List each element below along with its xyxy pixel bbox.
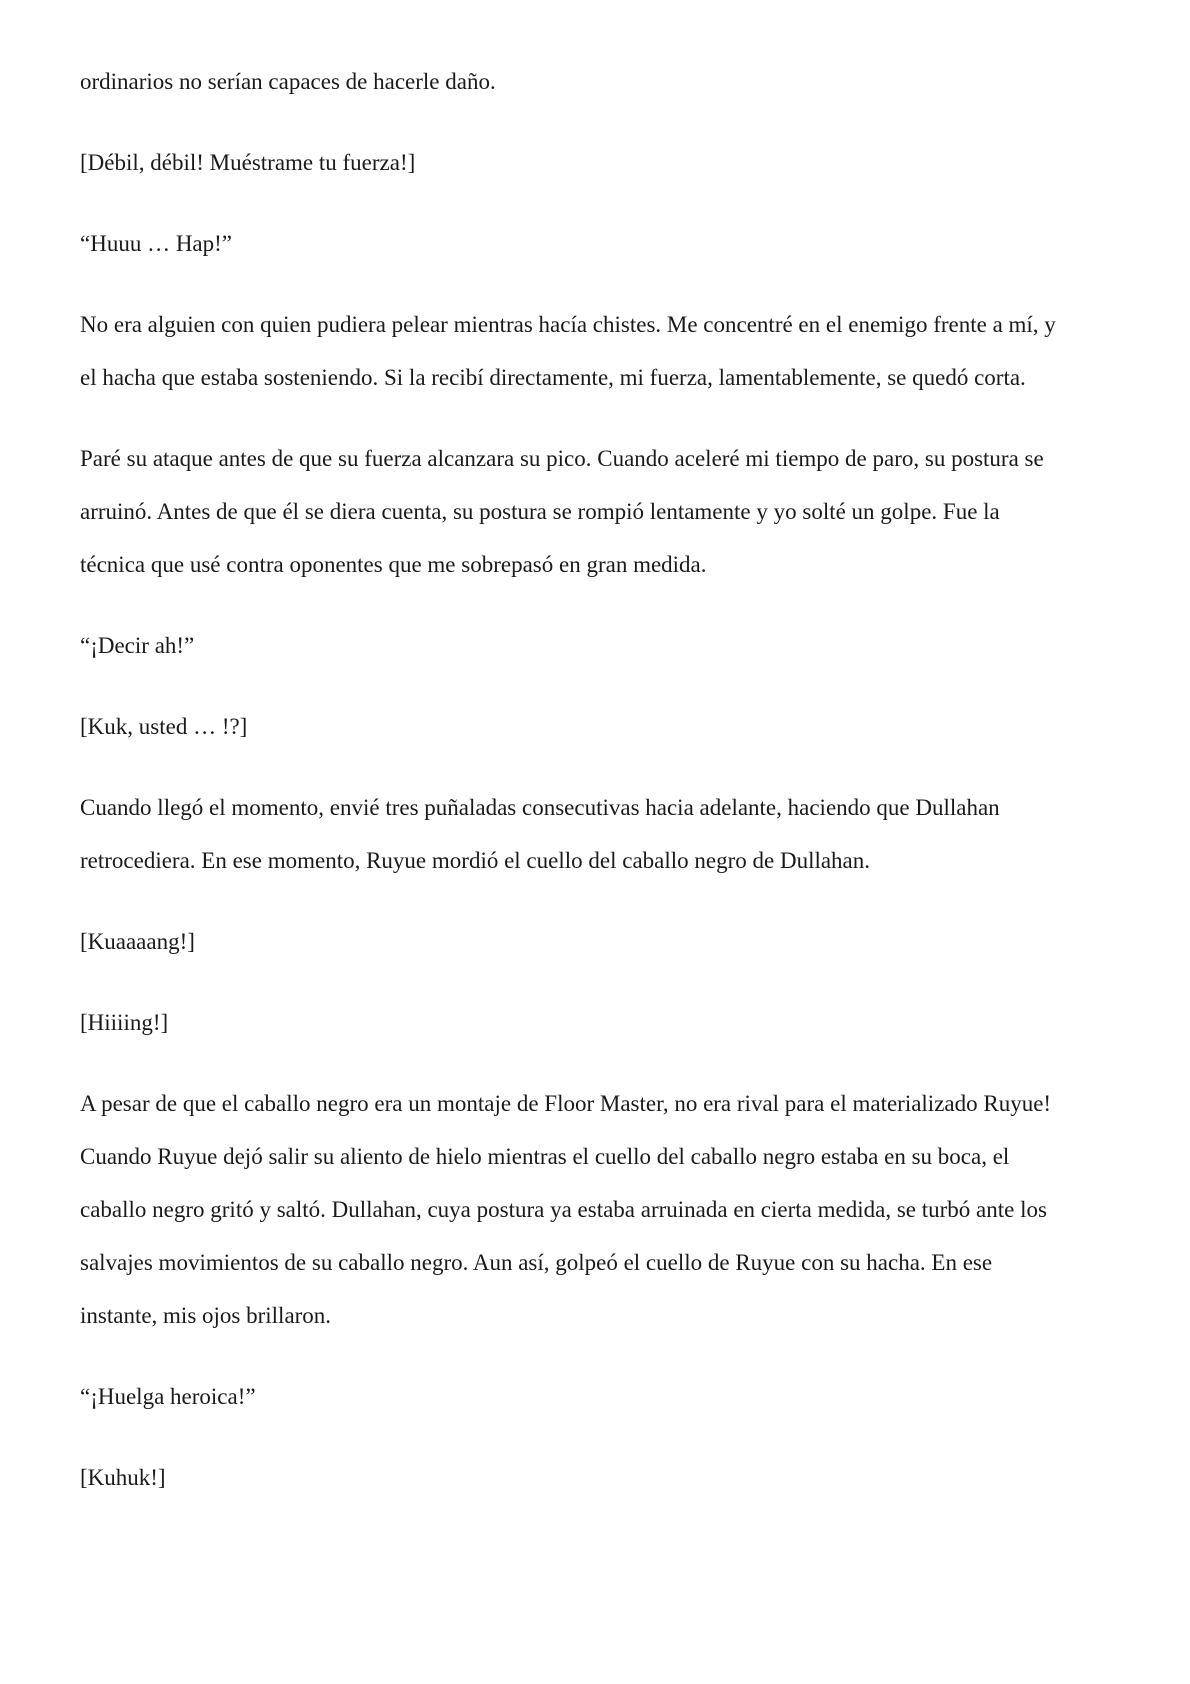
text-line: “Huuu … Hap!” <box>80 231 233 256</box>
text-line: Cuando Ruyue dejó salir su aliento de hielo mientras el cuello del caballo negro estaba en su boca, el <box>80 1144 1010 1169</box>
text-line: [Kuhuk!] <box>80 1465 166 1490</box>
paragraph <box>80 1370 1120 1423</box>
text-line: Cuando llegó el momento, envié tres puñaladas consecutivas hacia adelante, haciendo que Dullahan <box>80 795 1000 820</box>
paragraph <box>80 217 1120 270</box>
text-line: retrocediera. En ese momento, Ruyue mordió el cuello del caballo negro de Dullahan. <box>80 848 871 873</box>
text-line: arruinó. Antes de que él se diera cuenta, su postura se rompió lentamente y yo solté un golpe. Fue la <box>80 499 1000 524</box>
paragraph <box>80 619 1120 672</box>
text-line: ordinarios no serían capaces de hacerle daño. <box>80 69 496 94</box>
text-line: caballo negro gritó y saltó. Dullahan, cuya postura ya estaba arruinada en cierta medida, se turbó ante los <box>80 1197 1047 1222</box>
paragraph <box>80 1451 1120 1504</box>
text-line: “¡Huelga heroica!” <box>80 1384 256 1409</box>
text-line: No era alguien con quien pudiera pelear mientras hacía chistes. Me concentré en el enemigo frente a mí, y <box>80 312 1056 337</box>
paragraph <box>80 700 1120 753</box>
paragraph <box>80 781 1120 887</box>
paragraph <box>80 298 1120 404</box>
text-line: A pesar de que el caballo negro era un montaje de Floor Master, no era rival para el materializado Ruyue! <box>80 1091 1052 1116</box>
text-line: [Débil, débil! Muéstrame tu fuerza!] <box>80 150 416 175</box>
paragraph <box>80 432 1120 591</box>
text-line: Paré su ataque antes de que su fuerza alcanzara su pico. Cuando aceleré mi tiempo de paro, su postura se <box>80 446 1044 471</box>
text-line: [Hiiiing!] <box>80 1010 169 1035</box>
text-line: instante, mis ojos brillaron. <box>80 1303 332 1328</box>
text-line: técnica que usé contra oponentes que me sobrepasó en gran medida. <box>80 552 707 577</box>
text-line: salvajes movimientos de su caballo negro. Aun así, golpeó el cuello de Ruyue con su hacha. En ese <box>80 1250 993 1275</box>
text-line: el hacha que estaba sosteniendo. Si la recibí directamente, mi fuerza, lamentablemente, se quedó corta. <box>80 365 1026 390</box>
paragraph <box>80 915 1120 968</box>
paragraph <box>80 136 1120 189</box>
text-line: “¡Decir ah!” <box>80 633 195 658</box>
text-line: [Kuaaaang!] <box>80 929 195 954</box>
paragraph <box>80 1077 1120 1342</box>
paragraph <box>80 55 1120 108</box>
paragraph <box>80 996 1120 1049</box>
text-line: [Kuk, usted … !?] <box>80 714 248 739</box>
